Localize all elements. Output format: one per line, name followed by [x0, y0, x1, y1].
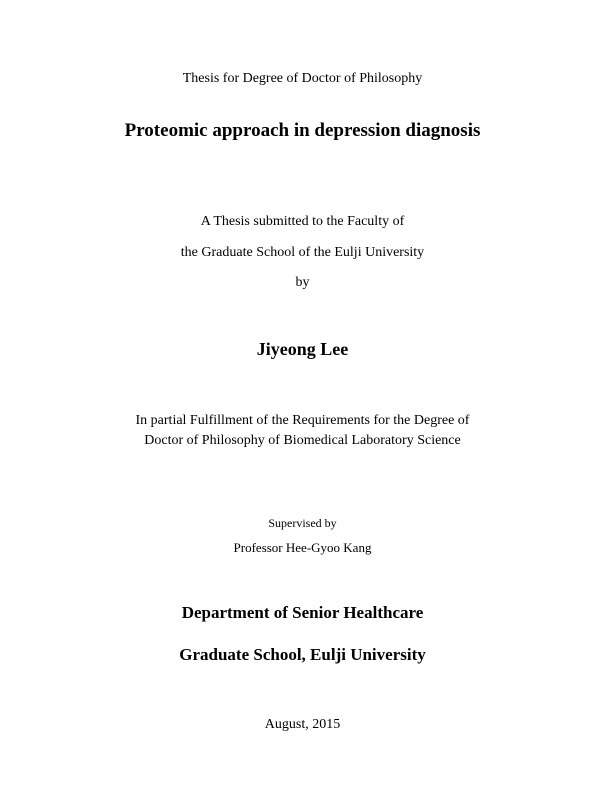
department-name: Department of Senior Healthcare [181, 603, 424, 622]
fulfillment-line-1: In partial Fulfillment of the Requirements for the Degree of [135, 413, 470, 428]
by-line: by [295, 275, 310, 290]
school-name: Graduate School, Eulji University [179, 645, 426, 664]
supervisor-name: Professor Hee-Gyoo Kang [233, 540, 372, 555]
submission-line-1: A Thesis submitted to the Faculty of [200, 214, 405, 229]
degree-line: Thesis for Degree of Doctor of Philosophy [182, 71, 423, 86]
fulfillment-line-2: Doctor of Philosophy of Biomedical Laboratory Science [144, 433, 461, 448]
author-name: Jiyeong Lee [256, 339, 349, 359]
submission-line-2: the Graduate School of the Eulji University [180, 245, 425, 260]
submission-date: August, 2015 [264, 717, 341, 732]
thesis-title: Proteomic approach in depression diagnosis [124, 120, 481, 141]
supervised-by-label: Supervised by [268, 516, 337, 530]
